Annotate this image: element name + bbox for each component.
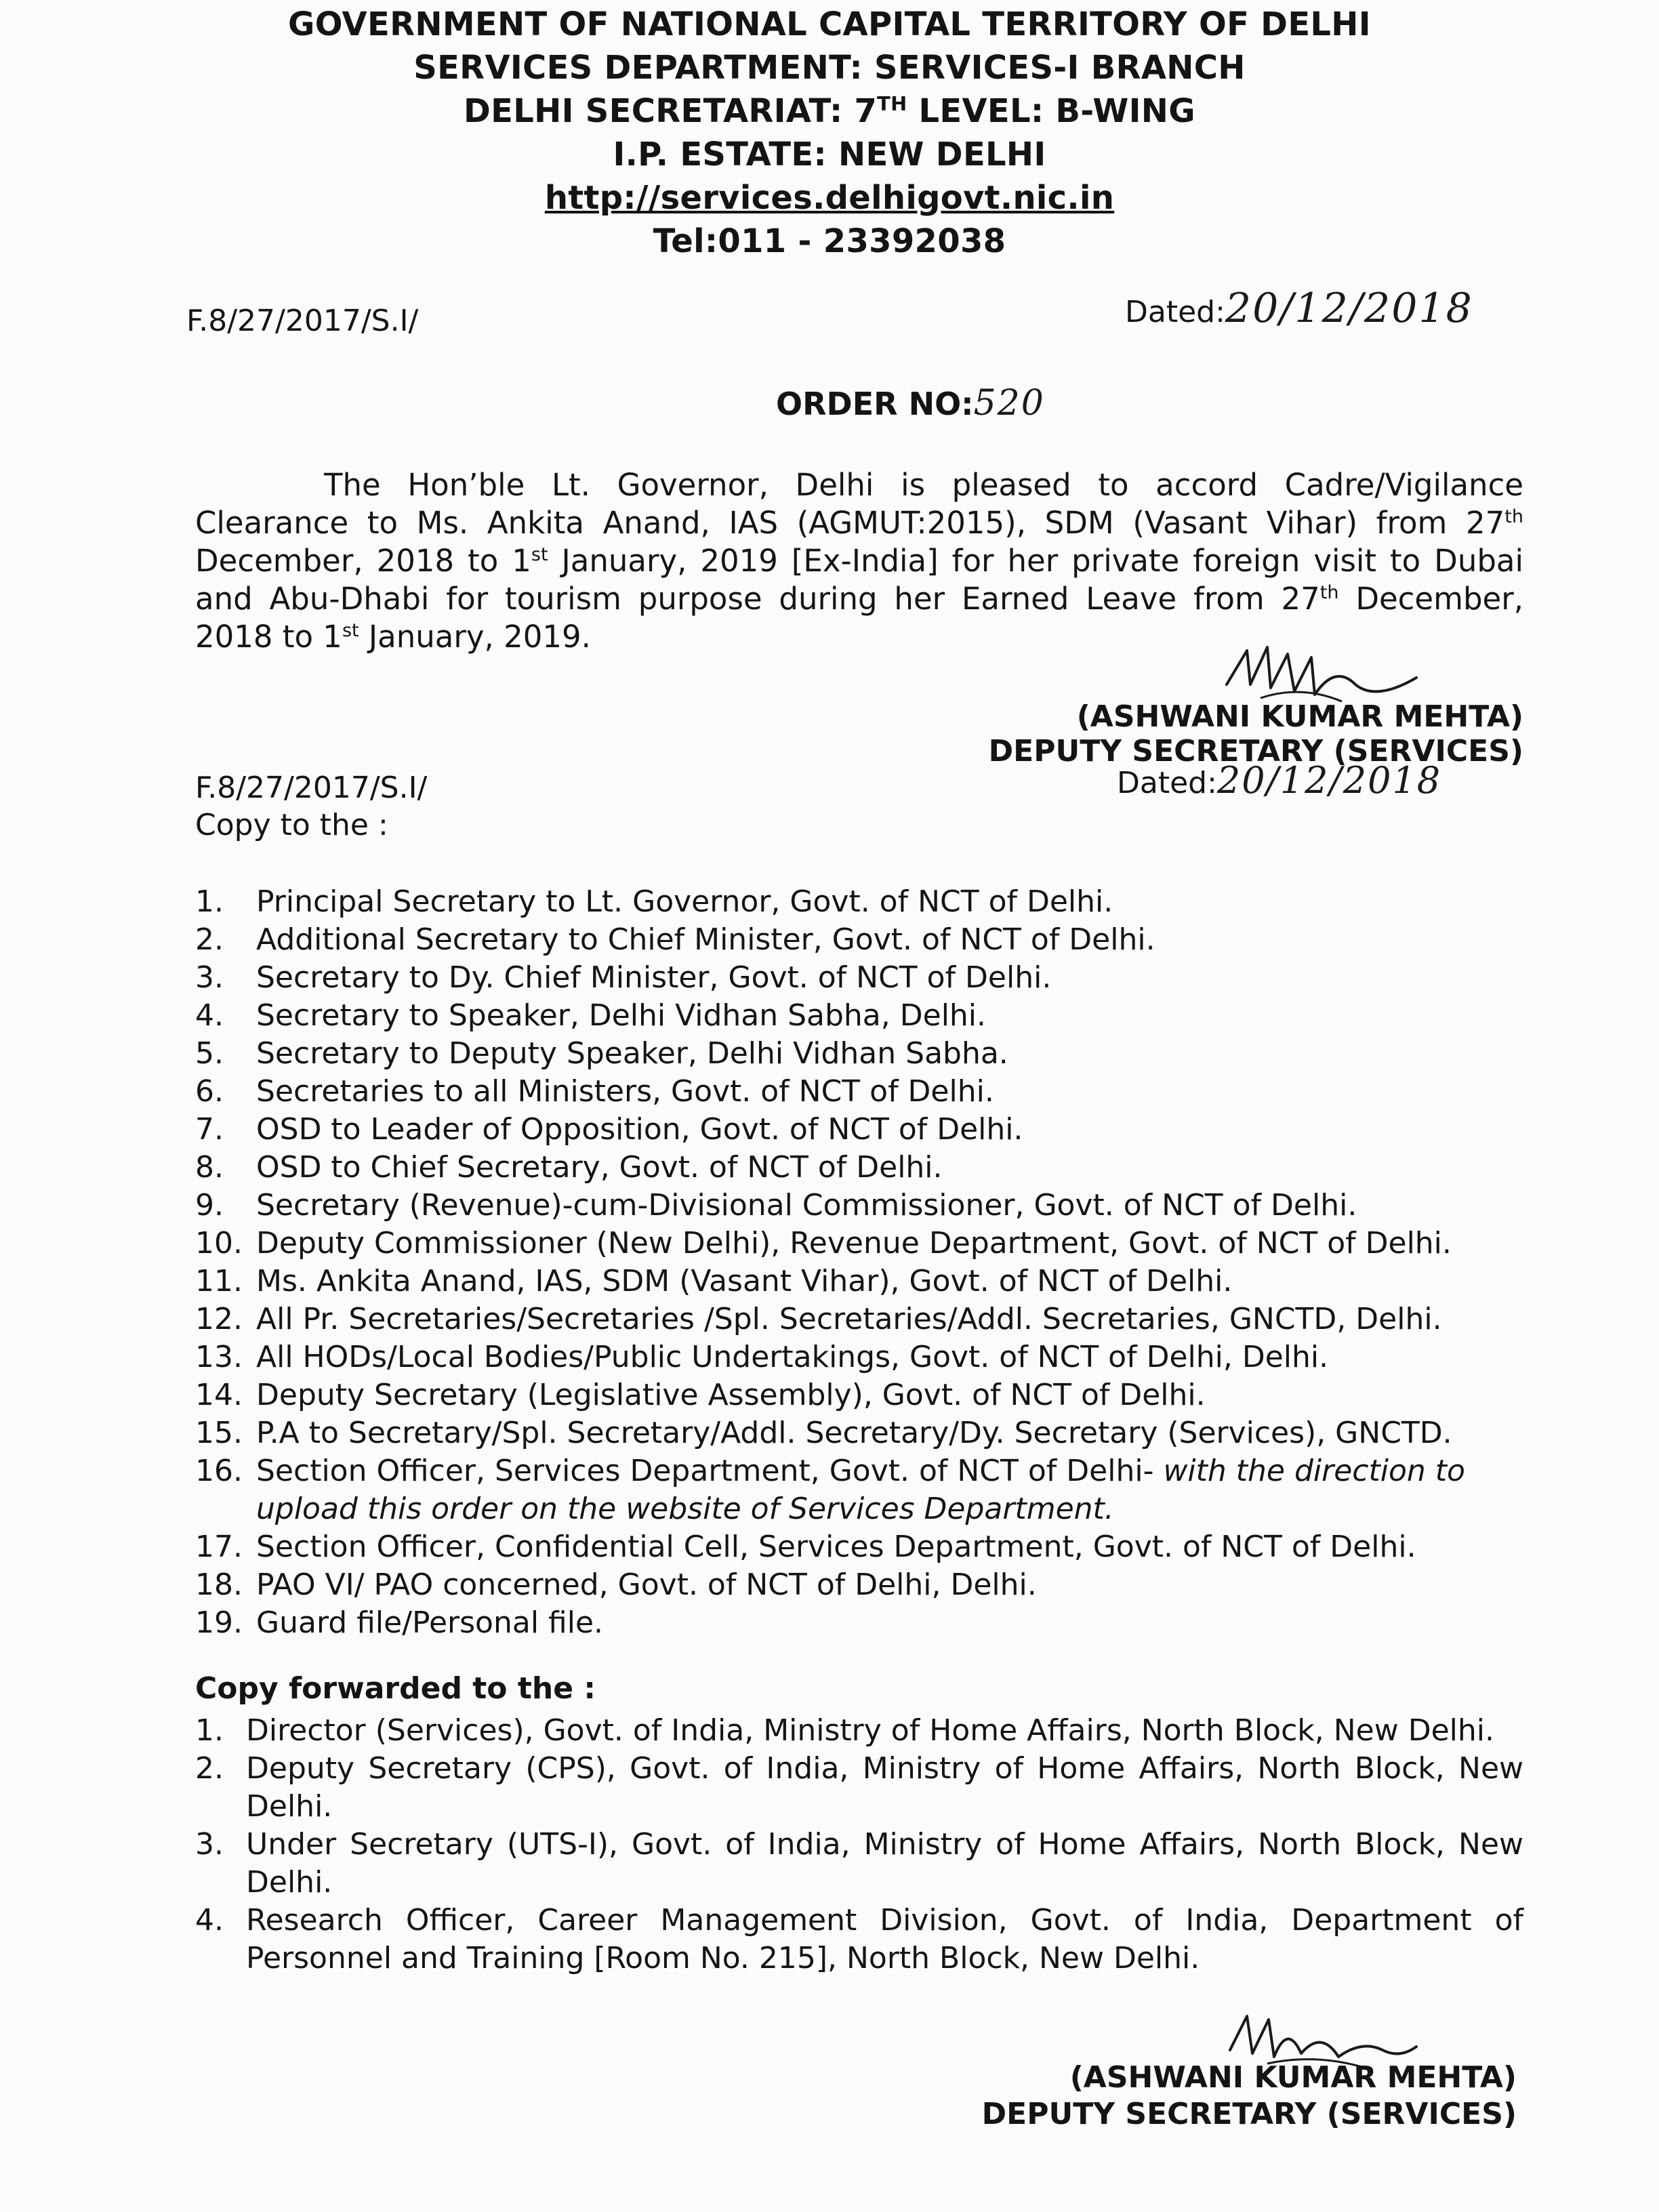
list-item-number: 3. — [195, 1827, 224, 1862]
copy-to-title: Copy to the : — [195, 808, 388, 842]
list-item-number: 11. — [195, 1264, 243, 1298]
body-text-2: December, 2018 to 1 — [195, 543, 531, 579]
order-date — [1125, 285, 1473, 332]
list-item-text: Secretary (Revenue)-cum-Divisional Commissioner, Govt. of NCT of Delhi. — [256, 1188, 1357, 1223]
list-item-number: 7. — [195, 1112, 224, 1147]
list-item-number: 1. — [195, 1713, 224, 1748]
list-item-number: 16. — [195, 1454, 243, 1488]
list-item-text: PAO VI/ PAO concerned, Govt. of NCT of Delhi, Delhi. — [256, 1568, 1037, 1602]
list-item-number: 10. — [195, 1226, 243, 1261]
body-sup-3: th — [1319, 582, 1339, 603]
list-item-text: Secretary to Speaker, Delhi Vidhan Sabha, Delhi. — [256, 998, 987, 1033]
list-item-number: 9. — [195, 1188, 224, 1223]
list-item-text: Ms. Ankita Anand, IAS, SDM (Vasant Vihar), Govt. of NCT of Delhi. — [256, 1264, 1233, 1298]
letterhead-line-4: I.P. ESTATE: NEW DELHI — [613, 136, 1046, 173]
list-item-text: Deputy Commissioner (New Delhi), Revenue Department, Govt. of NCT of Delhi. — [256, 1226, 1452, 1261]
forward-list-item — [195, 1826, 1523, 1902]
list-item-number: 6. — [195, 1074, 224, 1109]
list-item-number: 4. — [195, 998, 224, 1033]
copy-list-item — [195, 1414, 1523, 1452]
list-item-number: 18. — [195, 1568, 243, 1602]
signatory-designation-2: DEPUTY SECRETARY (SERVICES) — [981, 2097, 1517, 2131]
list-item-text: P.A to Secretary/Spl. Secretary/Addl. Secretary/Dy. Secretary (Services), GNCTD. — [256, 1416, 1452, 1450]
copy-list-item — [195, 1263, 1523, 1300]
copy-list-item — [195, 1338, 1523, 1376]
list-item-text: OSD to Chief Secretary, Govt. of NCT of Delhi. — [256, 1150, 943, 1185]
copy-dated-label: Dated: — [1117, 766, 1217, 800]
list-item-text: Secretary to Deputy Speaker, Delhi Vidhan Sabha. — [256, 1036, 1008, 1071]
copy-forwarded-list — [195, 1712, 1523, 1978]
list-item-number: 14. — [195, 1378, 243, 1412]
list-item-text: Deputy Secretary (CPS), Govt. of India, Ministry of Home Affairs, North Block, New Delhi. — [246, 1751, 1523, 1824]
copy-list-item — [195, 1300, 1523, 1338]
copy-list-item — [195, 921, 1523, 959]
copy-list-item — [195, 1604, 1523, 1642]
body-text-5: January, 2019. — [359, 619, 591, 655]
telephone: Tel:011 - 23392038 — [653, 222, 1006, 260]
signatory-designation-1: DEPUTY SECRETARY (SERVICES) — [988, 734, 1523, 769]
copy-list-item — [195, 959, 1523, 997]
copy-forwarded-title: Copy forwarded to the : — [195, 1671, 596, 1706]
body-text-1: The Hon’ble Lt. Governor, Delhi is pleased to accord Cadre/Vigilance Clearance to Ms. Ankita Anand, IAS (AGMUT:2015), SDM (Vasant Vihar) from 27 — [195, 467, 1523, 541]
copy-list-item — [195, 1073, 1523, 1111]
body-sup-2: st — [531, 544, 548, 565]
list-item-text: Under Secretary (UTS-I), Govt. of India, Ministry of Home Affairs, North Block, New Delhi. — [246, 1827, 1523, 1900]
letterhead-line-3-sup: TH — [877, 92, 907, 115]
signatory-name-2: (ASHWANI KUMAR MEHTA) — [1069, 2060, 1517, 2095]
body-text-3: January, 2019 [Ex-India] for her private foreign visit to Dubai and Abu-Dhabi for tourism purpose during her Earned Leave from 27 — [195, 543, 1523, 617]
letterhead-line-3-text: DELHI SECRETARIAT: 7 — [464, 92, 878, 130]
order-label: ORDER NO: — [776, 386, 974, 422]
copy-list-item — [195, 1035, 1523, 1073]
list-item-text: Secretaries to all Ministers, Govt. of NCT of Delhi. — [256, 1074, 994, 1109]
list-item-text: Section Officer, Services Department, Govt. of NCT of Delhi- — [256, 1454, 1164, 1488]
list-item-number: 3. — [195, 960, 224, 995]
list-item-direction: with the direction to upload this order on the website of Services Department. — [256, 1454, 1465, 1526]
copy-list-item — [195, 1452, 1523, 1528]
handwritten-date: 20/12/2018 — [1225, 285, 1473, 332]
list-item-text: All HODs/Local Bodies/Public Undertakings, Govt. of NCT of Delhi, Delhi. — [256, 1340, 1329, 1374]
copy-to-list — [195, 883, 1523, 1642]
list-item-number: 8. — [195, 1150, 224, 1185]
forward-list-item — [195, 1712, 1523, 1750]
copy-list-item — [195, 1149, 1523, 1187]
copy-list-item — [195, 1528, 1523, 1566]
list-item-number: 19. — [195, 1605, 243, 1640]
letterhead — [0, 3, 1659, 263]
copy-date — [1117, 759, 1441, 802]
copy-list-item — [195, 1187, 1523, 1225]
copy-list-item — [195, 997, 1523, 1035]
body-sup-4: st — [342, 620, 359, 641]
copy-handwritten-date: 20/12/2018 — [1216, 759, 1442, 802]
letterhead-line-2: SERVICES DEPARTMENT: SERVICES-I BRANCH — [413, 49, 1246, 87]
copy-list-item — [195, 1376, 1523, 1414]
list-item-text: Section Officer, Confidential Cell, Services Department, Govt. of NCT of Delhi. — [256, 1530, 1416, 1564]
copy-list-item — [195, 883, 1523, 921]
dated-label: Dated: — [1125, 295, 1225, 329]
signatory-name-1: (ASHWANI KUMAR MEHTA) — [1076, 699, 1523, 734]
list-item-number: 13. — [195, 1340, 243, 1374]
department-url: http://services.delhigovt.nic.in — [544, 179, 1115, 217]
list-item-text: Principal Secretary to Lt. Governor, Govt. of NCT of Delhi. — [256, 884, 1113, 919]
letterhead-line-3 — [0, 89, 1659, 133]
list-item-number: 1. — [195, 884, 224, 919]
order-number — [776, 383, 1045, 424]
body-text-4: December, 2018 to 1 — [195, 581, 1524, 655]
list-item-text: Secretary to Dy. Chief Minister, Govt. of NCT of Delhi. — [256, 960, 1052, 995]
list-item-text: Guard file/Personal file. — [256, 1605, 604, 1640]
letterhead-line-1: GOVERNMENT OF NATIONAL CAPITAL TERRITORY OF DELHI — [288, 5, 1371, 43]
list-item-text: Additional Secretary to Chief Minister, Govt. of NCT of Delhi. — [256, 922, 1155, 957]
list-item-number: 4. — [195, 1903, 224, 1938]
list-item-text: All Pr. Secretaries/Secretaries /Spl. Secretaries/Addl. Secretaries, GNCTD, Delhi. — [256, 1302, 1442, 1336]
body-sup-1: th — [1504, 506, 1523, 527]
copy-file-reference: F.8/27/2017/S.I/ — [195, 771, 428, 805]
list-item-text: Deputy Secretary (Legislative Assembly), Govt. of NCT of Delhi. — [256, 1378, 1206, 1412]
list-item-number: 5. — [195, 1036, 224, 1071]
list-item-number: 2. — [195, 1751, 224, 1786]
file-reference: F.8/27/2017/S.I/ — [186, 304, 419, 338]
letterhead-line-3-rest: LEVEL: B-WING — [907, 92, 1195, 130]
copy-list-item — [195, 1111, 1523, 1149]
list-item-text: OSD to Leader of Opposition, Govt. of NCT of Delhi. — [256, 1112, 1023, 1147]
forward-list-item — [195, 1750, 1523, 1826]
copy-list-item — [195, 1225, 1523, 1263]
list-item-number: 2. — [195, 922, 224, 957]
list-item-number: 15. — [195, 1416, 243, 1450]
handwritten-order-number: 520 — [973, 383, 1045, 424]
copy-list-item — [195, 1566, 1523, 1604]
order-body — [195, 466, 1523, 656]
list-item-text: Director (Services), Govt. of India, Ministry of Home Affairs, North Block, New Delhi. — [246, 1713, 1494, 1748]
list-item-number: 17. — [195, 1530, 243, 1564]
list-item-number: 12. — [195, 1302, 243, 1336]
forward-list-item — [195, 1902, 1523, 1978]
list-item-text: Research Officer, Career Management Division, Govt. of India, Department of Personnel and Training [Room No. 215], North Block, New Delhi. — [246, 1903, 1523, 1975]
